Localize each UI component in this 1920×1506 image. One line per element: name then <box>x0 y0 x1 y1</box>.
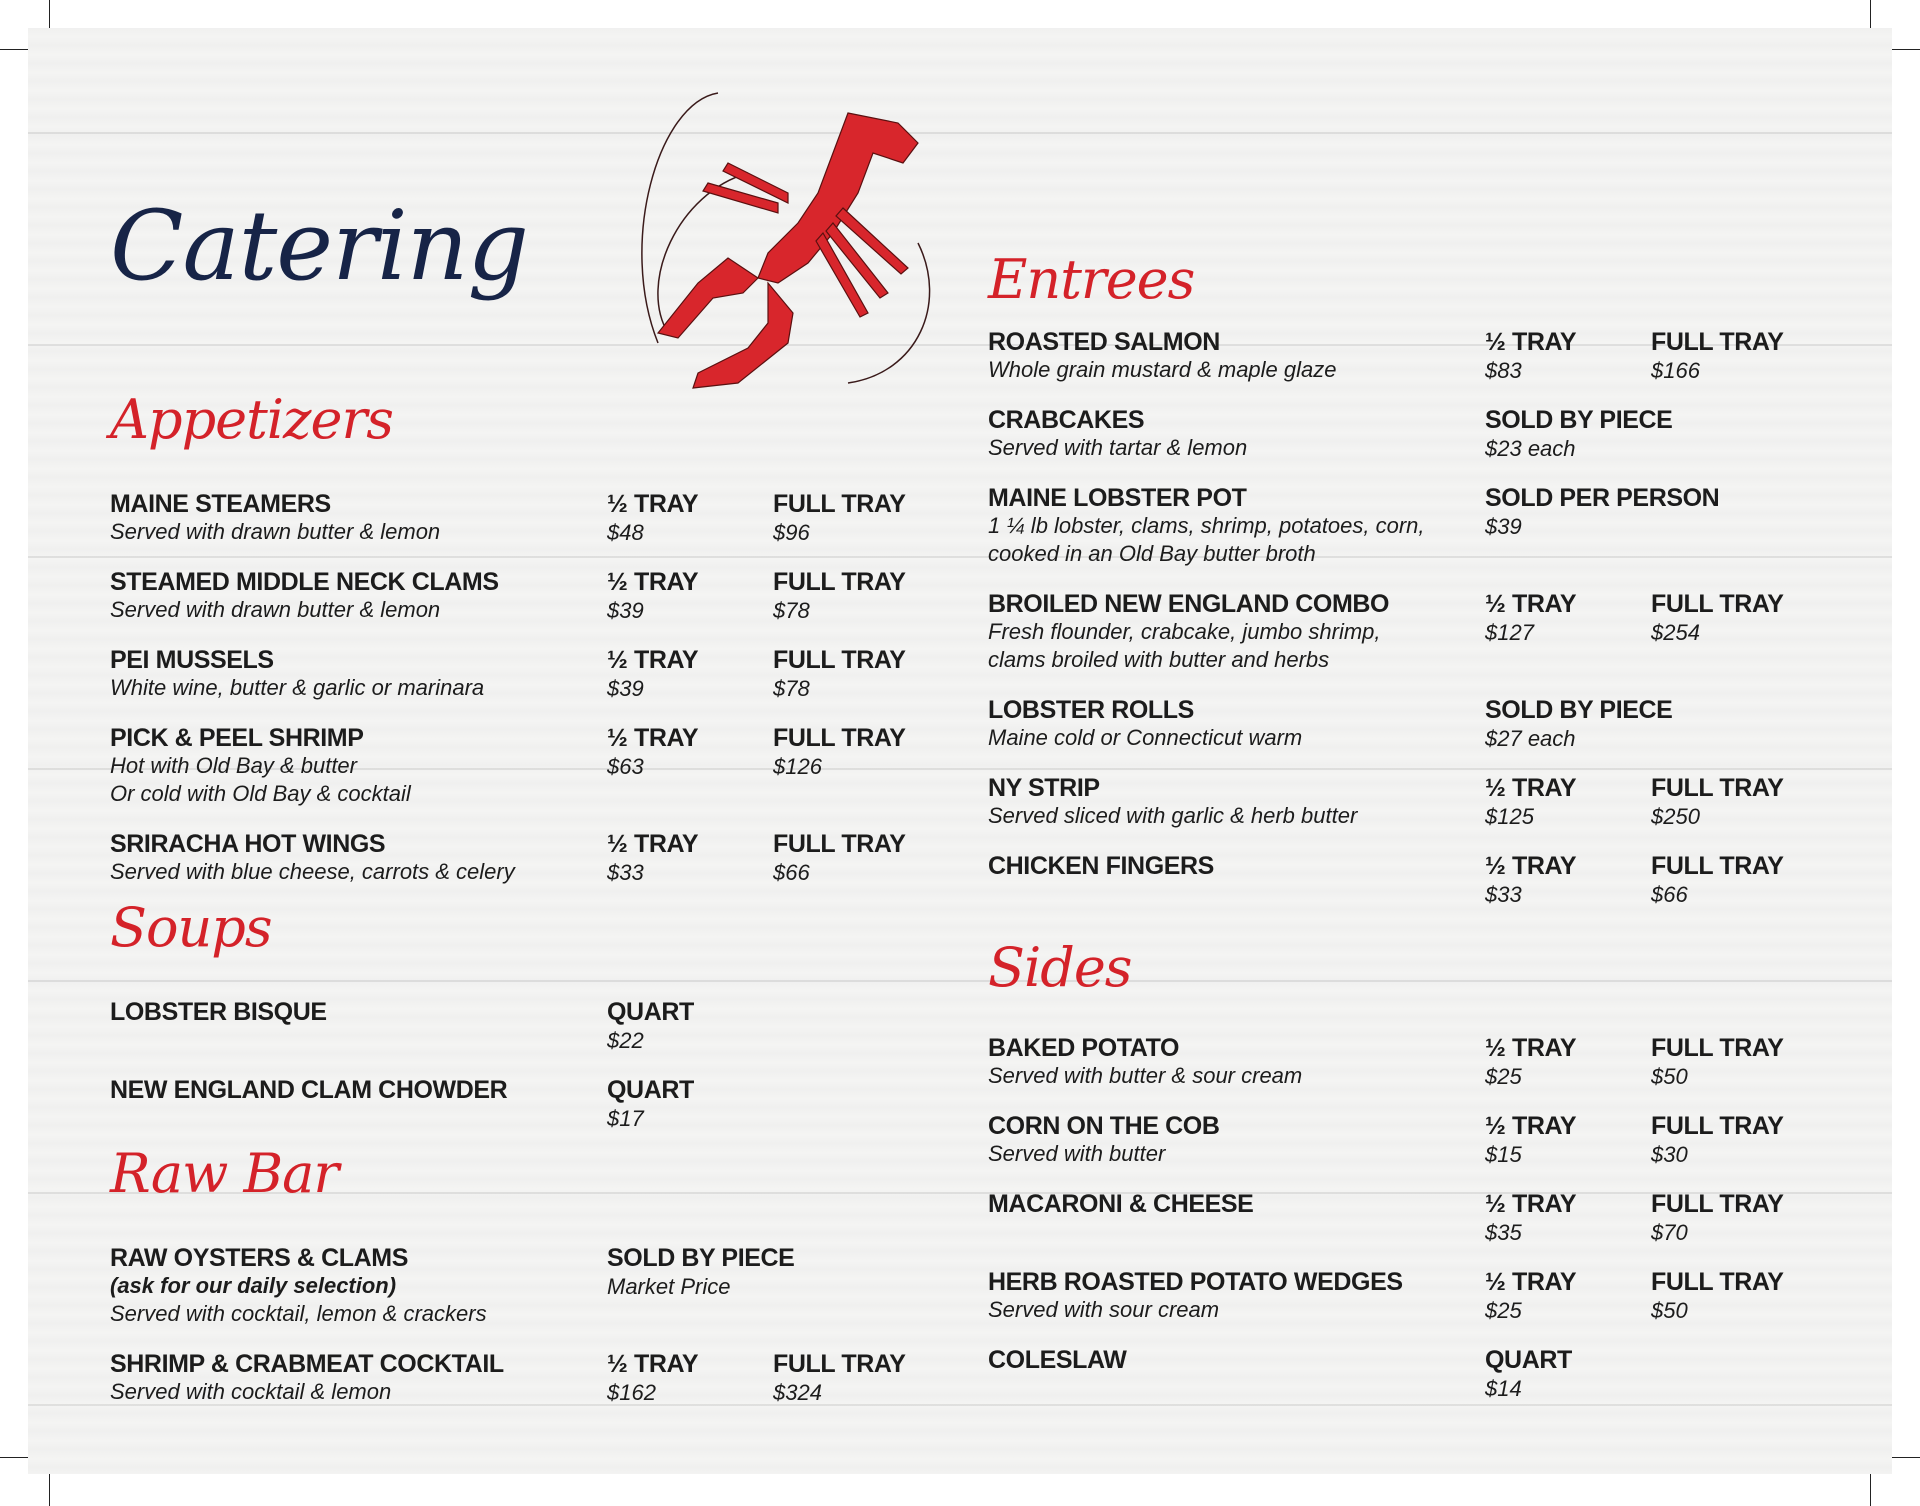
size-label: ½ TRAY <box>1485 774 1577 802</box>
item-price: $70 <box>1651 1220 1688 1245</box>
page-title: Catering <box>110 190 528 302</box>
item-name: LOBSTER BISQUE <box>110 998 327 1026</box>
size-label: SOLD BY PIECE <box>1485 696 1673 724</box>
item-price: $48 <box>607 520 644 545</box>
size-label: QUART <box>607 1076 694 1104</box>
menu-panel <box>28 28 1892 1474</box>
size-label: ½ TRAY <box>607 568 699 596</box>
size-label: FULL TRAY <box>773 1350 906 1378</box>
item-description: Served with drawn butter & lemon <box>110 519 441 544</box>
item-description: Served sliced with garlic & herb butter <box>988 803 1358 828</box>
item-name: MAINE STEAMERS <box>110 490 331 518</box>
menu-item <box>988 852 1892 932</box>
section-title-raw-bar: Raw Bar <box>110 1142 339 1205</box>
item-price: $25 <box>1485 1298 1522 1323</box>
item-description: White wine, butter & garlic or marinara <box>110 675 485 700</box>
item-name: BAKED POTATO <box>988 1034 1180 1062</box>
size-label: QUART <box>607 998 694 1026</box>
size-label: ½ TRAY <box>1485 1034 1577 1062</box>
item-name: BROILED NEW ENGLAND COMBO <box>988 590 1390 618</box>
size-label: SOLD BY PIECE <box>1485 406 1673 434</box>
item-name: MACARONI & CHEESE <box>988 1190 1254 1218</box>
item-name: RAW OYSTERS & CLAMS <box>110 1244 408 1272</box>
size-label: ½ TRAY <box>1485 1190 1577 1218</box>
size-label: ½ TRAY <box>607 1350 699 1378</box>
size-label: ½ TRAY <box>607 490 699 518</box>
size-label: FULL TRAY <box>1651 590 1784 618</box>
item-description: 1 ¼ lb lobster, clams, shrimp, potatoes, corn, <box>988 513 1425 538</box>
menu-item <box>988 774 1892 854</box>
size-label: FULL TRAY <box>773 568 906 596</box>
item-description: Served with blue cheese, carrots & celery <box>110 859 515 884</box>
item-name: PEI MUSSELS <box>110 646 274 674</box>
menu-item <box>988 590 1892 670</box>
item-name: ROASTED SALMON <box>988 328 1220 356</box>
menu-item <box>988 406 1892 486</box>
item-price: $23 each <box>1485 436 1576 461</box>
item-name: CORN ON THE COB <box>988 1112 1220 1140</box>
item-price: $78 <box>773 676 810 701</box>
item-description: Maine cold or Connecticut warm <box>988 725 1303 750</box>
item-price: $25 <box>1485 1064 1522 1089</box>
item-description: Served with butter <box>988 1141 1166 1166</box>
item-note: (ask for our daily selection) <box>110 1273 397 1298</box>
crop-mark <box>49 1470 50 1506</box>
item-name: CHICKEN FINGERS <box>988 852 1214 880</box>
section-title-soups: Soups <box>110 896 272 959</box>
item-price: $63 <box>607 754 644 779</box>
item-price: $127 <box>1485 620 1534 645</box>
crop-mark <box>1870 1470 1871 1506</box>
item-price: $33 <box>607 860 644 885</box>
item-price: $39 <box>1485 514 1522 539</box>
item-name: HERB ROASTED POTATO WEDGES <box>988 1268 1403 1296</box>
lobster-icon <box>618 83 978 403</box>
size-label: FULL TRAY <box>1651 1268 1784 1296</box>
menu-item <box>988 328 1892 408</box>
item-price: $50 <box>1651 1298 1688 1323</box>
item-price: $78 <box>773 598 810 623</box>
size-label: FULL TRAY <box>773 490 906 518</box>
item-name: MAINE LOBSTER POT <box>988 484 1247 512</box>
section-title-appetizers: Appetizers <box>110 388 393 451</box>
size-label: FULL TRAY <box>773 830 906 858</box>
size-label: QUART <box>1485 1346 1572 1374</box>
item-price: $50 <box>1651 1064 1688 1089</box>
menu-item <box>988 1034 1892 1114</box>
item-description: Whole grain mustard & maple glaze <box>988 357 1337 382</box>
item-name: LOBSTER ROLLS <box>988 696 1194 724</box>
item-name: STEAMED MIDDLE NECK CLAMS <box>110 568 499 596</box>
item-description: cooked in an Old Bay butter broth <box>988 541 1316 566</box>
item-price: $126 <box>773 754 822 779</box>
item-price: $66 <box>1651 882 1688 907</box>
item-price: $125 <box>1485 804 1534 829</box>
item-price: $39 <box>607 598 644 623</box>
section-title-entrees: Entrees <box>988 248 1195 311</box>
item-description: Served with cocktail & lemon <box>110 1379 392 1404</box>
size-label: FULL TRAY <box>1651 852 1784 880</box>
menu-item <box>988 1190 1892 1270</box>
item-name: SRIRACHA HOT WINGS <box>110 830 386 858</box>
item-price: $33 <box>1485 882 1522 907</box>
item-name: NEW ENGLAND CLAM CHOWDER <box>110 1076 508 1104</box>
item-price: $162 <box>607 1380 656 1405</box>
menu-item <box>988 484 1892 564</box>
item-price: $17 <box>607 1106 644 1131</box>
item-description: Fresh flounder, crabcake, jumbo shrimp, <box>988 619 1381 644</box>
item-price: $27 each <box>1485 726 1576 751</box>
item-price: $35 <box>1485 1220 1522 1245</box>
size-label: SOLD BY PIECE <box>607 1244 795 1272</box>
item-name: NY STRIP <box>988 774 1100 802</box>
item-description: clams broiled with butter and herbs <box>988 647 1330 672</box>
size-label: FULL TRAY <box>1651 774 1784 802</box>
item-price: $15 <box>1485 1142 1522 1167</box>
size-label: FULL TRAY <box>1651 1112 1784 1140</box>
item-price: $30 <box>1651 1142 1688 1167</box>
item-price: $96 <box>773 520 810 545</box>
item-description: Served with butter & sour cream <box>988 1063 1303 1088</box>
item-description: Hot with Old Bay & butter <box>110 753 357 778</box>
menu-item <box>988 1112 1892 1192</box>
size-label: FULL TRAY <box>773 724 906 752</box>
item-name: COLESLAW <box>988 1346 1127 1374</box>
item-price: $66 <box>773 860 810 885</box>
item-description: Or cold with Old Bay & cocktail <box>110 781 411 806</box>
size-label: ½ TRAY <box>1485 852 1577 880</box>
size-label: FULL TRAY <box>773 646 906 674</box>
item-price: $14 <box>1485 1376 1522 1401</box>
item-description: Served with cocktail, lemon & crackers <box>110 1301 487 1326</box>
item-price: $83 <box>1485 358 1522 383</box>
section-title-sides: Sides <box>988 936 1132 999</box>
item-description: Served with tartar & lemon <box>988 435 1248 460</box>
item-price: $250 <box>1651 804 1700 829</box>
size-label: ½ TRAY <box>1485 1112 1577 1140</box>
item-price: Market Price <box>607 1274 731 1299</box>
menu-item <box>988 696 1892 776</box>
item-name: SHRIMP & CRABMEAT COCKTAIL <box>110 1350 504 1378</box>
size-label: ½ TRAY <box>607 646 699 674</box>
item-description: Served with drawn butter & lemon <box>110 597 441 622</box>
menu-item <box>988 1346 1892 1426</box>
size-label: SOLD PER PERSON <box>1485 484 1720 512</box>
size-label: FULL TRAY <box>1651 1190 1784 1218</box>
menu-item <box>988 1268 1892 1348</box>
size-label: ½ TRAY <box>1485 590 1577 618</box>
size-label: ½ TRAY <box>607 830 699 858</box>
size-label: FULL TRAY <box>1651 1034 1784 1062</box>
item-price: $254 <box>1651 620 1700 645</box>
item-description: Served with sour cream <box>988 1297 1220 1322</box>
size-label: ½ TRAY <box>1485 328 1577 356</box>
item-price: $324 <box>773 1380 822 1405</box>
item-price: $166 <box>1651 358 1700 383</box>
item-price: $22 <box>607 1028 644 1053</box>
size-label: FULL TRAY <box>1651 328 1784 356</box>
item-name: CRABCAKES <box>988 406 1145 434</box>
item-price: $39 <box>607 676 644 701</box>
size-label: ½ TRAY <box>1485 1268 1577 1296</box>
size-label: ½ TRAY <box>607 724 699 752</box>
item-name: PICK & PEEL SHRIMP <box>110 724 364 752</box>
